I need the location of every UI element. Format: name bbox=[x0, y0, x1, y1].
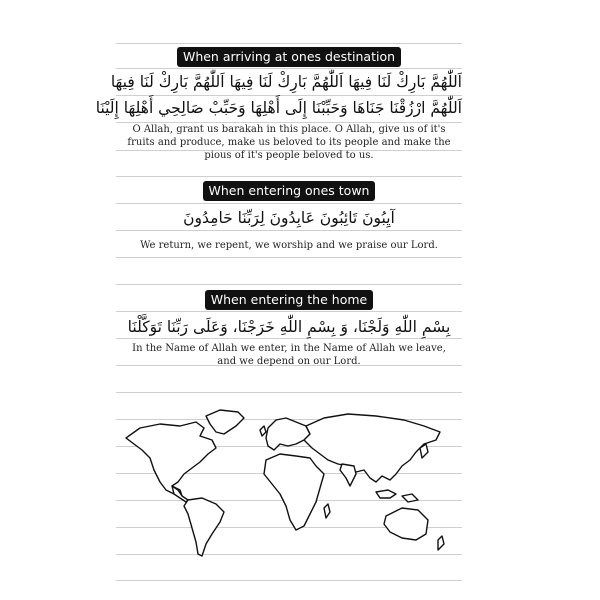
uk-shape bbox=[260, 426, 266, 436]
europe-shape bbox=[266, 418, 310, 450]
central-america-shape bbox=[172, 486, 188, 502]
arabic-dua-line: آيِبُونَ تَائِبُونَ عَابِدُونَ لِرَبِّنَا حَامِدُونَ bbox=[183, 209, 395, 227]
arabic-dua-line: بِسْمِ اللّٰهِ وَلَجْنَا، وَ بِسْمِ اللّٰهِ خَرَجْنَا، وَعَلَى رَبِّنَا تَوَكَّلْنَا bbox=[127, 318, 451, 336]
section-title: When arriving at ones destination bbox=[177, 47, 401, 67]
india-shape bbox=[340, 464, 356, 486]
greenland-shape bbox=[206, 410, 244, 434]
section-arrival bbox=[95, 46, 462, 162]
rule-line bbox=[116, 43, 462, 44]
translation-text: O Allah, grant us barakah in this place. O Allah, give us of it's fruits and produce, make us beloved to its people and make the pious of it's people beloved to us. bbox=[127, 124, 451, 161]
rule-line bbox=[116, 392, 462, 393]
arabic-dua-line: اَللّٰهُمَّ ارْزُقْنَا جَنَاهَا وَحَبِّبْنَا إِلَى أَهْلِهَا وَحَبِّبْ صَالِحِي أَهْلِهَا إِلَيْنَا bbox=[95, 99, 462, 117]
rule-line bbox=[116, 257, 462, 258]
new-guinea-shape bbox=[402, 494, 418, 502]
arabic-dua-line: اَللّٰهُمَّ بَارِكْ لَنَا فِيهَا اَللّٰهُمَّ بَارِكْ لَنَا فِيهَا اَللّٰهُمَّ بَارِكْ لَنَا فِيهَا bbox=[110, 73, 462, 91]
rule-line bbox=[116, 580, 462, 581]
rule-line bbox=[116, 284, 462, 285]
indonesia-shape bbox=[376, 490, 396, 498]
world-map-icon bbox=[120, 404, 460, 564]
madagascar-shape bbox=[324, 504, 330, 518]
australia-shape bbox=[384, 508, 428, 540]
translation-text: In the Name of Allah we enter, in the Name of Allah we leave, and we depend on our Lord. bbox=[132, 343, 446, 367]
section-town bbox=[116, 180, 462, 252]
africa-shape bbox=[264, 454, 324, 530]
south-america-shape bbox=[184, 498, 224, 556]
section-home bbox=[116, 289, 462, 368]
rule-line bbox=[116, 176, 462, 177]
section-title: When entering ones town bbox=[203, 181, 376, 201]
north-america-shape bbox=[126, 422, 216, 496]
section-title: When entering the home bbox=[205, 290, 373, 310]
translation-text: We return, we repent, we worship and we praise our Lord. bbox=[140, 240, 438, 251]
new-zealand-shape bbox=[438, 536, 444, 550]
